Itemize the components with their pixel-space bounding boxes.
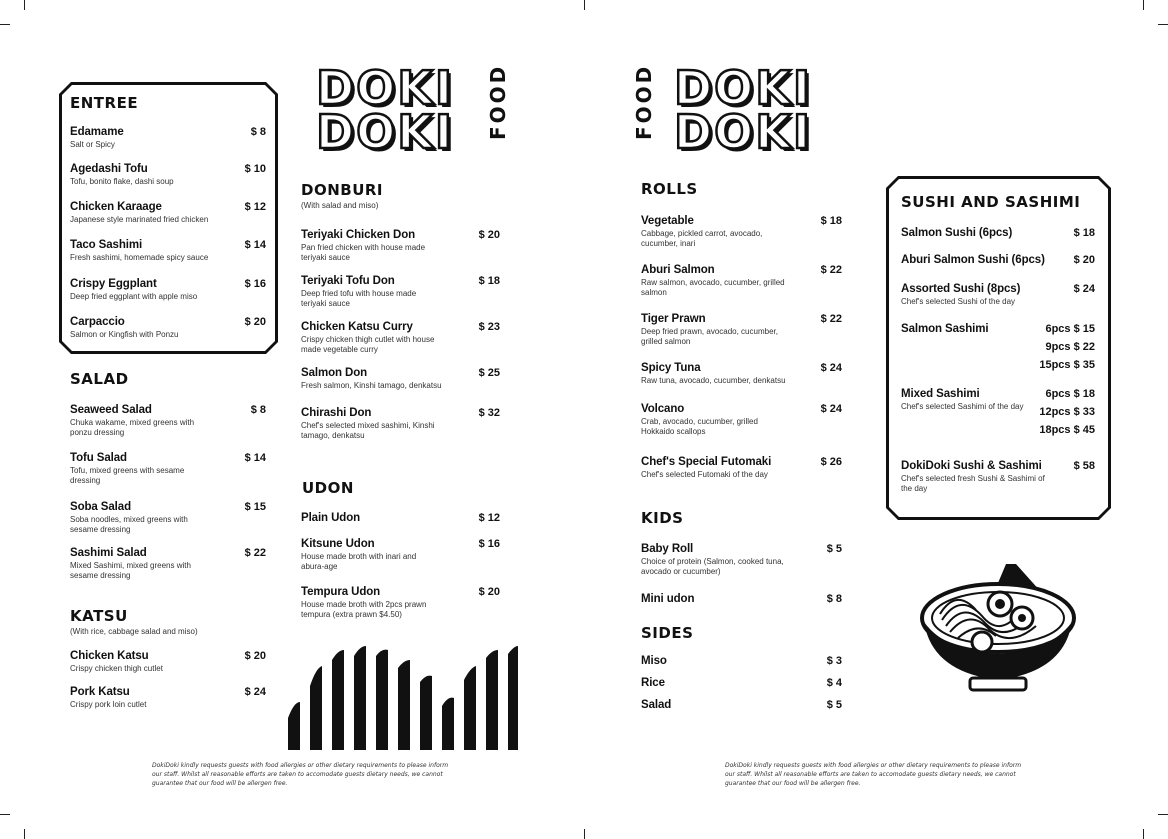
item-price: $ 18 xyxy=(820,215,842,227)
item-name: Carpaccio xyxy=(70,316,125,328)
list-item xyxy=(641,362,842,386)
item-price: $ 12 xyxy=(478,512,500,524)
item-price: $ 10 xyxy=(244,163,266,175)
crop-mark xyxy=(1143,829,1144,839)
item-name: Tempura Udon xyxy=(301,586,381,598)
item-desc: Chef's selected Futomaki of the day xyxy=(641,470,768,479)
item-desc: Crispy chicken thigh cutlet with house made vegetable curry xyxy=(301,335,435,354)
list-item xyxy=(70,163,266,187)
item-name: Chef's Special Futomaki xyxy=(641,456,772,468)
crop-mark xyxy=(24,829,25,839)
allergy-footnote-right: DokiDoki kindly requests guests with food allergies or other dietary requirements to please inform our staff. Whilst all reasonable efforts are taken to accomodate guests dietary needs, we cannot guarantee that our food will be allergen free. xyxy=(725,762,1022,787)
list-item xyxy=(641,677,842,689)
item-price: $ 14 xyxy=(244,452,266,464)
item-name: Seaweed Salad xyxy=(70,404,152,416)
item-desc: Japanese style marinated fried chicken xyxy=(70,215,209,224)
item-name: Kitsune Udon xyxy=(301,538,375,550)
item-desc: House made broth with inari and abura-age xyxy=(301,552,417,571)
item-name: Salad xyxy=(641,699,672,711)
item-name: Baby Roll xyxy=(641,543,694,555)
item-name: Spicy Tuna xyxy=(641,362,701,374)
rolls-list xyxy=(641,215,842,485)
item-name: Vegetable xyxy=(641,215,694,227)
item-price: $ 8 xyxy=(826,593,842,605)
item-price: $ 8 xyxy=(250,126,266,138)
logo-line2-right: DOKI xyxy=(674,105,813,159)
logo-line2: DOKI xyxy=(316,105,455,159)
logo-food-vertical: FOOD xyxy=(486,63,510,140)
item-desc: Raw salmon, avocado, cucumber, grilled salmon xyxy=(641,278,785,297)
item-desc: Chef's selected Sashimi of the day xyxy=(901,402,1024,411)
item-name: Taco Sashimi xyxy=(70,239,143,251)
list-item xyxy=(641,456,842,480)
item-name: Mini udon xyxy=(641,593,695,605)
item-price: $ 24 xyxy=(1073,283,1095,295)
list-item xyxy=(70,452,266,486)
udon-heading: UDON xyxy=(302,479,354,497)
item-desc: Chef's selected fresh Sushi & Sashimi of the day xyxy=(901,474,1045,493)
price-option: 15pcs $ 35 xyxy=(1039,359,1095,371)
item-price: $ 15 xyxy=(244,501,266,513)
list-item xyxy=(70,278,266,302)
item-desc: Crispy chicken thigh cutlet xyxy=(70,664,163,673)
item-name: Pork Katsu xyxy=(70,686,130,698)
katsu-subtitle: (With rice, cabbage salad and miso) xyxy=(70,627,198,636)
list-item xyxy=(901,388,1095,436)
katsu-list xyxy=(70,650,266,720)
katsu-heading: KATSU xyxy=(70,607,128,625)
price-option: 9pcs $ 22 xyxy=(1045,341,1095,353)
salad-list xyxy=(70,404,266,594)
list-item xyxy=(70,201,266,225)
item-desc: Deep fried tofu with house made teriyaki sauce xyxy=(301,289,417,308)
list-item xyxy=(641,313,842,347)
list-item xyxy=(301,407,501,441)
price-option: 12pcs $ 33 xyxy=(1039,406,1095,418)
udon-list xyxy=(301,512,501,632)
sushi-list xyxy=(901,227,1095,507)
salad-heading: SALAD xyxy=(70,370,129,388)
price-options xyxy=(1039,323,1095,377)
item-price: $ 14 xyxy=(244,239,266,251)
kids-list xyxy=(641,543,842,613)
item-name: Chicken Katsu Curry xyxy=(301,321,413,333)
ramen-bowl-icon xyxy=(920,562,1080,694)
list-item xyxy=(70,501,266,535)
crop-mark xyxy=(0,814,10,815)
item-name: Soba Salad xyxy=(70,501,131,513)
item-price: $ 5 xyxy=(826,543,842,555)
list-item xyxy=(901,254,1095,266)
allergy-footnote-left: DokiDoki kindly requests guests with food allergies or other dietary requirements to please inform our staff. Whilst all reasonable efforts are taken to accomodate guests dietary needs, we cannot guarantee that our food will be allergen free. xyxy=(152,762,449,787)
list-item xyxy=(641,699,842,711)
item-name: Salmon Sushi (6pcs) xyxy=(901,227,1013,239)
item-price: $ 25 xyxy=(478,367,500,379)
list-item xyxy=(641,593,842,605)
list-item xyxy=(641,264,842,298)
item-price: $ 24 xyxy=(820,403,842,415)
donburi-subtitle: (With salad and miso) xyxy=(301,201,379,210)
item-price: $ 12 xyxy=(244,201,266,213)
crop-mark xyxy=(24,0,25,10)
crop-mark xyxy=(1143,0,1144,10)
item-desc: Fresh salmon, Kinshi tamago, denkatsu xyxy=(301,381,442,390)
list-item xyxy=(641,215,842,249)
item-price: $ 22 xyxy=(820,264,842,276)
item-price: $ 16 xyxy=(244,278,266,290)
item-desc: Tofu, mixed greens with sesame dressing xyxy=(70,466,185,485)
item-name: Edamame xyxy=(70,126,124,138)
list-item xyxy=(70,239,266,263)
list-item xyxy=(901,460,1095,494)
list-item xyxy=(70,650,266,674)
item-price: $ 20 xyxy=(478,586,500,598)
item-price: $ 18 xyxy=(478,275,500,287)
crop-mark xyxy=(1158,24,1168,25)
item-name: Chicken Karaage xyxy=(70,201,162,213)
noodle-strands-graphic xyxy=(286,646,520,750)
item-name: Chirashi Don xyxy=(301,407,372,419)
item-name: Plain Udon xyxy=(301,512,361,524)
sushi-heading: SUSHI AND SASHIMI xyxy=(901,193,1081,211)
item-name: Volcano xyxy=(641,403,685,415)
item-desc: Pan fried chicken with house made teriyaki sauce xyxy=(301,243,426,262)
item-price: $ 22 xyxy=(244,547,266,559)
item-desc: Fresh sashimi, homemade spicy sauce xyxy=(70,253,209,262)
item-price: $ 20 xyxy=(1073,254,1095,266)
item-desc: Mixed Sashimi, mixed greens with sesame dressing xyxy=(70,561,191,580)
price-option: 6pcs $ 18 xyxy=(1045,388,1095,400)
price-options xyxy=(1039,388,1095,442)
crop-mark xyxy=(1158,814,1168,815)
item-desc: House made broth with 2pcs prawn tempura (extra prawn $4.50) xyxy=(301,600,427,619)
crop-mark xyxy=(584,829,585,839)
donburi-list xyxy=(301,229,501,449)
item-desc: Chef's selected mixed sashimi, Kinshi tamago, denkatsu xyxy=(301,421,435,440)
item-desc: Choice of protein (Salmon, cooked tuna, avocado or cucumber) xyxy=(641,557,784,576)
list-item xyxy=(70,547,266,581)
list-item xyxy=(641,403,842,437)
entree-list xyxy=(70,126,266,346)
item-desc: Crab, avocado, cucumber, grilled Hokkaido scallops xyxy=(641,417,758,436)
item-name: Agedashi Tofu xyxy=(70,163,148,175)
item-price: $ 20 xyxy=(244,650,266,662)
list-item xyxy=(301,538,501,572)
price-option: 18pcs $ 45 xyxy=(1039,424,1095,436)
item-name: Crispy Eggplant xyxy=(70,278,157,290)
item-name: Assorted Sushi (8pcs) xyxy=(901,283,1021,295)
list-item xyxy=(641,655,842,667)
item-price: $ 3 xyxy=(826,655,842,667)
item-price: $ 23 xyxy=(478,321,500,333)
sides-heading: SIDES xyxy=(641,624,694,642)
list-item xyxy=(301,321,501,355)
logo-line1: DOKI xyxy=(316,61,455,115)
item-name: Chicken Katsu xyxy=(70,650,149,662)
item-desc: Deep fried prawn, avocado, cucumber, grilled salmon xyxy=(641,327,778,346)
item-price: $ 4 xyxy=(826,677,842,689)
item-desc: Crispy pork loin cutlet xyxy=(70,700,147,709)
list-item xyxy=(70,686,266,710)
item-desc: Cabbage, pickled carrot, avocado, cucumber, inari xyxy=(641,229,763,248)
item-name: Salmon Sashimi xyxy=(901,323,989,335)
item-name: Teriyaki Chicken Don xyxy=(301,229,416,241)
item-name: Aburi Salmon xyxy=(641,264,715,276)
item-name: Mixed Sashimi xyxy=(901,388,980,400)
item-desc: Chef's selected Sushi of the day xyxy=(901,297,1016,306)
item-price: $ 26 xyxy=(820,456,842,468)
price-option: 6pcs $ 15 xyxy=(1045,323,1095,335)
item-name: DokiDoki Sushi & Sashimi xyxy=(901,460,1042,472)
kids-heading: KIDS xyxy=(641,509,684,527)
list-item xyxy=(70,126,266,150)
item-name: Sashimi Salad xyxy=(70,547,147,559)
list-item xyxy=(301,367,501,391)
list-item xyxy=(641,543,842,577)
list-item xyxy=(70,404,266,438)
rolls-heading: ROLLS xyxy=(641,180,698,198)
logo-food-vertical-right: FOOD xyxy=(632,63,656,140)
item-price: $ 8 xyxy=(250,404,266,416)
item-desc: Tofu, bonito flake, dashi soup xyxy=(70,177,174,186)
sides-list xyxy=(641,655,842,720)
item-name: Tiger Prawn xyxy=(641,313,706,325)
item-name: Salmon Don xyxy=(301,367,368,379)
item-price: $ 20 xyxy=(244,316,266,328)
item-price: $ 20 xyxy=(478,229,500,241)
item-price: $ 58 xyxy=(1073,460,1095,472)
donburi-heading: DONBURI xyxy=(301,181,384,199)
item-name: Tofu Salad xyxy=(70,452,127,464)
item-name: Teriyaki Tofu Don xyxy=(301,275,395,287)
item-price: $ 18 xyxy=(1073,227,1095,239)
crop-mark xyxy=(584,0,585,10)
item-desc: Deep fried eggplant with apple miso xyxy=(70,292,198,301)
logo-line1-right: DOKI xyxy=(674,61,813,115)
crop-mark xyxy=(0,24,10,25)
item-price: $ 22 xyxy=(820,313,842,325)
list-item xyxy=(901,323,1095,371)
item-desc: Raw tuna, avocado, cucumber, denkatsu xyxy=(641,376,786,385)
list-item xyxy=(301,275,501,309)
item-desc: Salt or Spicy xyxy=(70,140,115,149)
item-price: $ 32 xyxy=(478,407,500,419)
list-item xyxy=(901,227,1095,239)
item-name: Aburi Salmon Sushi (6pcs) xyxy=(901,254,1045,266)
list-item xyxy=(301,586,501,620)
item-desc: Salmon or Kingfish with Ponzu xyxy=(70,330,179,339)
item-price: $ 24 xyxy=(244,686,266,698)
item-name: Rice xyxy=(641,677,665,689)
item-desc: Chuka wakame, mixed greens with ponzu dressing xyxy=(70,418,195,437)
list-item xyxy=(301,512,501,524)
list-item xyxy=(70,316,266,340)
item-price: $ 16 xyxy=(478,538,500,550)
item-price: $ 24 xyxy=(820,362,842,374)
list-item xyxy=(301,229,501,263)
entree-heading: ENTREE xyxy=(70,94,139,112)
list-item xyxy=(901,283,1095,307)
item-name: Miso xyxy=(641,655,667,667)
item-desc: Soba noodles, mixed greens with sesame dressing xyxy=(70,515,188,534)
item-price: $ 5 xyxy=(826,699,842,711)
